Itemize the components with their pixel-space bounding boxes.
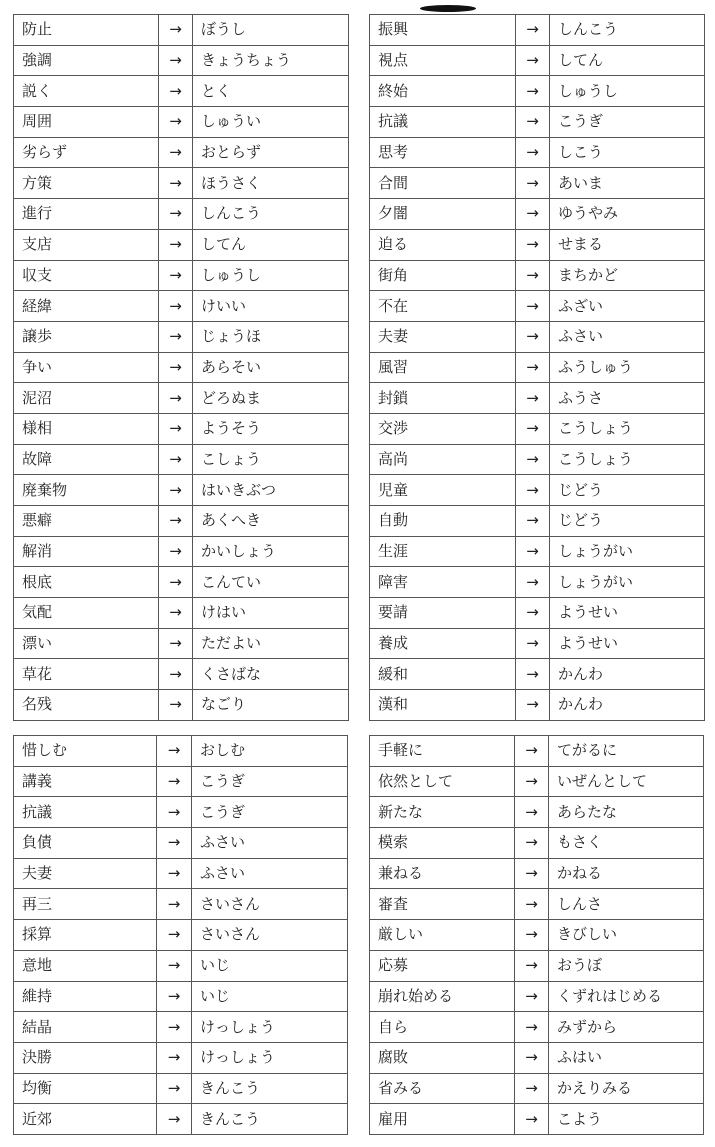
arrow-cell: → (159, 229, 193, 260)
arrow-cell: → (159, 137, 193, 168)
arrow-cell: → (157, 1012, 192, 1043)
reading-cell: しんさ (549, 889, 704, 920)
arrow-cell: → (516, 444, 550, 475)
arrow-cell: → (157, 889, 192, 920)
kanji-cell: 厳しい (370, 920, 515, 951)
vocab-table-bottom-right (369, 735, 704, 1135)
vocab-row (370, 628, 705, 659)
arrow-cell: → (516, 383, 550, 414)
kanji-cell: 漢和 (370, 690, 516, 721)
kanji-cell: 緩和 (370, 659, 516, 690)
kanji-cell: 解消 (14, 536, 159, 567)
vocab-row (370, 1073, 704, 1104)
vocab-row (14, 766, 348, 797)
kanji-cell: 合間 (370, 168, 516, 199)
vocab-row (14, 567, 349, 598)
arrow-cell: → (516, 628, 550, 659)
reading-cell: ふさい (550, 321, 705, 352)
kanji-cell: 児童 (370, 475, 516, 506)
vocab-row (14, 352, 349, 383)
reading-cell: さいさん (192, 889, 348, 920)
vocab-row (14, 413, 349, 444)
reading-cell: みずから (549, 1012, 704, 1043)
arrow-cell: → (159, 413, 193, 444)
kanji-cell: 崩れ始める (370, 981, 515, 1012)
arrow-cell: → (157, 736, 192, 767)
arrow-cell: → (159, 45, 193, 76)
reading-cell: ようせい (550, 628, 705, 659)
reading-cell: こよう (549, 1104, 704, 1135)
kanji-cell: 養成 (370, 628, 516, 659)
arrow-cell: → (157, 981, 192, 1012)
kanji-cell: 依然として (370, 766, 515, 797)
arrow-cell: → (157, 1073, 192, 1104)
kanji-cell: 夫妻 (370, 321, 516, 352)
arrow-cell: → (159, 598, 193, 629)
vocab-row (370, 858, 704, 889)
vocab-row (370, 321, 705, 352)
arrow-cell: → (515, 981, 549, 1012)
reading-cell: してん (550, 45, 705, 76)
kanji-cell: 新たな (370, 797, 515, 828)
arrow-cell: → (516, 352, 550, 383)
kanji-cell: 生涯 (370, 536, 516, 567)
arrow-cell: → (159, 260, 193, 291)
vocab-row (14, 1104, 348, 1135)
reading-cell: ほうさく (193, 168, 349, 199)
reading-cell: ふうしゅう (550, 352, 705, 383)
vocab-table-bottom-left (13, 735, 348, 1135)
kanji-cell: 視点 (370, 45, 516, 76)
kanji-cell: 振興 (370, 15, 516, 46)
reading-cell: しんこう (193, 199, 349, 230)
kanji-cell: 維持 (14, 981, 157, 1012)
vocab-row (370, 76, 705, 107)
kanji-cell: 進行 (14, 199, 159, 230)
reading-cell: こうしょう (550, 444, 705, 475)
kanji-cell: 講義 (14, 766, 157, 797)
vocab-row (14, 889, 348, 920)
vocab-row (14, 199, 349, 230)
vocab-row (370, 981, 704, 1012)
reading-cell: してん (193, 229, 349, 260)
reading-cell: こうしょう (550, 413, 705, 444)
vocab-row (14, 260, 349, 291)
vocab-row (370, 1012, 704, 1043)
arrow-cell: → (157, 1104, 192, 1135)
reading-cell: かいしょう (193, 536, 349, 567)
reading-cell: くずれはじめる (549, 981, 704, 1012)
arrow-cell: → (159, 107, 193, 138)
kanji-cell: 劣らず (14, 137, 159, 168)
arrow-cell: → (515, 766, 549, 797)
reading-cell: くさばな (193, 659, 349, 690)
kanji-cell: 不在 (370, 291, 516, 322)
reading-cell: さいさん (192, 920, 348, 951)
vocab-row (14, 920, 348, 951)
vocab-row (370, 199, 705, 230)
arrow-cell: → (516, 107, 550, 138)
kanji-cell: 採算 (14, 920, 157, 951)
vocab-row (370, 690, 705, 721)
arrow-cell: → (516, 291, 550, 322)
reading-cell: じょうほ (193, 321, 349, 352)
kanji-cell: 再三 (14, 889, 157, 920)
vocab-row (14, 168, 349, 199)
reading-cell: きょうちょう (193, 45, 349, 76)
kanji-cell: 気配 (14, 598, 159, 629)
vocab-row (14, 506, 349, 537)
reading-cell: こんてい (193, 567, 349, 598)
vocab-row (14, 107, 349, 138)
kanji-cell: 終始 (370, 76, 516, 107)
kanji-cell: 様相 (14, 413, 159, 444)
reading-cell: こうぎ (192, 766, 348, 797)
vocab-row (14, 536, 349, 567)
arrow-cell: → (159, 567, 193, 598)
arrow-cell: → (515, 858, 549, 889)
kanji-cell: 結晶 (14, 1012, 157, 1043)
reading-cell: あくへき (193, 506, 349, 537)
kanji-cell: 周囲 (14, 107, 159, 138)
reading-cell: ただよい (193, 628, 349, 659)
kanji-cell: 思考 (370, 137, 516, 168)
kanji-cell: 模索 (370, 828, 515, 859)
kanji-cell: 廃棄物 (14, 475, 159, 506)
kanji-cell: 草花 (14, 659, 159, 690)
vocab-row (14, 1073, 348, 1104)
arrow-cell: → (159, 444, 193, 475)
vocab-row (14, 444, 349, 475)
reading-cell: ふざい (550, 291, 705, 322)
arrow-cell: → (159, 659, 193, 690)
kanji-cell: 夫妻 (14, 858, 157, 889)
reading-cell: しゅうし (550, 76, 705, 107)
reading-cell: かんわ (550, 690, 705, 721)
kanji-cell: 収支 (14, 260, 159, 291)
kanji-cell: 悪癖 (14, 506, 159, 537)
reading-cell: とく (193, 76, 349, 107)
ink-smudge (420, 5, 476, 12)
arrow-cell: → (516, 598, 550, 629)
vocab-row (14, 45, 349, 76)
vocab-row (370, 736, 704, 767)
reading-cell: きんこう (192, 1073, 348, 1104)
reading-cell: あらそい (193, 352, 349, 383)
arrow-cell: → (516, 168, 550, 199)
kanji-cell: 腐敗 (370, 1042, 515, 1073)
vocab-row (370, 567, 705, 598)
kanji-cell: 自ら (370, 1012, 515, 1043)
vocab-row (370, 766, 704, 797)
reading-cell: けっしょう (192, 1042, 348, 1073)
arrow-cell: → (159, 628, 193, 659)
reading-cell: しょうがい (550, 567, 705, 598)
reading-cell: ふさい (192, 858, 348, 889)
vocab-row (14, 1042, 348, 1073)
reading-cell: おしむ (192, 736, 348, 767)
kanji-cell: 応募 (370, 950, 515, 981)
reading-cell: いじ (192, 950, 348, 981)
vocab-row (14, 797, 348, 828)
kanji-cell: 惜しむ (14, 736, 157, 767)
reading-cell: ふはい (549, 1042, 704, 1073)
reading-cell: なごり (193, 690, 349, 721)
kanji-cell: 方策 (14, 168, 159, 199)
vocab-row (14, 950, 348, 981)
arrow-cell: → (516, 690, 550, 721)
kanji-cell: 手軽に (370, 736, 515, 767)
reading-cell: けっしょう (192, 1012, 348, 1043)
vocab-row (14, 736, 348, 767)
vocab-row (14, 690, 349, 721)
reading-cell: ようせい (550, 598, 705, 629)
kanji-cell: 風習 (370, 352, 516, 383)
kanji-cell: 故障 (14, 444, 159, 475)
arrow-cell: → (516, 536, 550, 567)
vocab-row (370, 229, 705, 260)
kanji-cell: 根底 (14, 567, 159, 598)
vocab-table-top-left (13, 14, 349, 721)
kanji-cell: 防止 (14, 15, 159, 46)
arrow-cell: → (159, 15, 193, 46)
vocab-row (370, 889, 704, 920)
reading-cell: しょうがい (550, 536, 705, 567)
reading-cell: しんこう (550, 15, 705, 46)
reading-cell: こうぎ (192, 797, 348, 828)
arrow-cell: → (516, 413, 550, 444)
reading-cell: しゅうし (193, 260, 349, 291)
kanji-cell: 抗議 (14, 797, 157, 828)
arrow-cell: → (516, 321, 550, 352)
reading-cell: せまる (550, 229, 705, 260)
vocab-row (14, 137, 349, 168)
vocab-table-top-right (369, 14, 705, 721)
reading-cell: かねる (549, 858, 704, 889)
vocab-row (370, 15, 705, 46)
kanji-cell: 争い (14, 352, 159, 383)
arrow-cell: → (159, 383, 193, 414)
vocab-row (370, 260, 705, 291)
arrow-cell: → (159, 352, 193, 383)
kanji-cell: 決勝 (14, 1042, 157, 1073)
arrow-cell: → (159, 690, 193, 721)
arrow-cell: → (159, 506, 193, 537)
reading-cell: こうぎ (550, 107, 705, 138)
reading-cell: はいきぶつ (193, 475, 349, 506)
arrow-cell: → (515, 1104, 549, 1135)
arrow-cell: → (157, 920, 192, 951)
arrow-cell: → (159, 76, 193, 107)
vocab-row (370, 828, 704, 859)
reading-cell: じどう (550, 506, 705, 537)
kanji-cell: 強調 (14, 45, 159, 76)
arrow-cell: → (157, 828, 192, 859)
vocab-row (370, 950, 704, 981)
kanji-cell: 夕闇 (370, 199, 516, 230)
kanji-cell: 名残 (14, 690, 159, 721)
vocab-row (14, 659, 349, 690)
kanji-cell: 兼ねる (370, 858, 515, 889)
reading-cell: おうぼ (549, 950, 704, 981)
reading-cell: あらたな (549, 797, 704, 828)
kanji-cell: 均衡 (14, 1073, 157, 1104)
reading-cell: ふうさ (550, 383, 705, 414)
reading-cell: けいい (193, 291, 349, 322)
reading-cell: じどう (550, 475, 705, 506)
vocab-row (370, 291, 705, 322)
vocab-row (370, 352, 705, 383)
reading-cell: ゆうやみ (550, 199, 705, 230)
kanji-cell: 近郊 (14, 1104, 157, 1135)
reading-cell: きんこう (192, 1104, 348, 1135)
kanji-cell: 審査 (370, 889, 515, 920)
reading-cell: けはい (193, 598, 349, 629)
arrow-cell: → (159, 199, 193, 230)
reading-cell: しゅうい (193, 107, 349, 138)
arrow-cell: → (516, 475, 550, 506)
vocab-row (14, 598, 349, 629)
vocab-row (14, 475, 349, 506)
arrow-cell: → (516, 659, 550, 690)
arrow-cell: → (516, 76, 550, 107)
arrow-cell: → (515, 828, 549, 859)
reading-cell: かんわ (550, 659, 705, 690)
vocab-row (370, 1104, 704, 1135)
kanji-cell: 交渉 (370, 413, 516, 444)
vocab-row (14, 981, 348, 1012)
reading-cell: かえりみる (549, 1073, 704, 1104)
vocab-row (14, 1012, 348, 1043)
arrow-cell: → (159, 291, 193, 322)
arrow-cell: → (159, 475, 193, 506)
kanji-cell: 封鎖 (370, 383, 516, 414)
arrow-cell: → (515, 950, 549, 981)
arrow-cell: → (157, 858, 192, 889)
vocab-row (370, 444, 705, 475)
vocab-row (370, 598, 705, 629)
kanji-cell: 迫る (370, 229, 516, 260)
vocab-row (370, 797, 704, 828)
kanji-cell: 障害 (370, 567, 516, 598)
reading-cell: てがるに (549, 736, 704, 767)
vocab-row (14, 858, 348, 889)
arrow-cell: → (159, 536, 193, 567)
arrow-cell: → (516, 260, 550, 291)
arrow-cell: → (157, 766, 192, 797)
kanji-cell: 高尚 (370, 444, 516, 475)
kanji-cell: 意地 (14, 950, 157, 981)
arrow-cell: → (515, 797, 549, 828)
kanji-cell: 漂い (14, 628, 159, 659)
arrow-cell: → (516, 45, 550, 76)
arrow-cell: → (515, 1012, 549, 1043)
arrow-cell: → (516, 567, 550, 598)
vocab-row (14, 828, 348, 859)
arrow-cell: → (515, 920, 549, 951)
kanji-cell: 抗議 (370, 107, 516, 138)
kanji-cell: 街角 (370, 260, 516, 291)
arrow-cell: → (159, 321, 193, 352)
arrow-cell: → (516, 15, 550, 46)
reading-cell: ぼうし (193, 15, 349, 46)
arrow-cell: → (516, 137, 550, 168)
kanji-cell: 支店 (14, 229, 159, 260)
vocab-row (370, 920, 704, 951)
arrow-cell: → (516, 229, 550, 260)
vocab-row (14, 15, 349, 46)
reading-cell: きびしい (549, 920, 704, 951)
vocab-row (370, 1042, 704, 1073)
arrow-cell: → (515, 889, 549, 920)
vocab-row (14, 229, 349, 260)
kanji-cell: 省みる (370, 1073, 515, 1104)
kanji-cell: 泥沼 (14, 383, 159, 414)
arrow-cell: → (157, 797, 192, 828)
arrow-cell: → (515, 1042, 549, 1073)
kanji-cell: 経緯 (14, 291, 159, 322)
vocab-row (14, 291, 349, 322)
reading-cell: どろぬま (193, 383, 349, 414)
reading-cell: まちかど (550, 260, 705, 291)
vocab-row (370, 506, 705, 537)
vocab-row (370, 536, 705, 567)
vocab-row (370, 383, 705, 414)
reading-cell: ようそう (193, 413, 349, 444)
kanji-cell: 譲歩 (14, 321, 159, 352)
arrow-cell: → (515, 736, 549, 767)
reading-cell: こしょう (193, 444, 349, 475)
vocab-row (370, 45, 705, 76)
reading-cell: おとらず (193, 137, 349, 168)
reading-cell: しこう (550, 137, 705, 168)
vocab-row (370, 137, 705, 168)
arrow-cell: → (157, 1042, 192, 1073)
vocab-row (370, 475, 705, 506)
vocab-row (370, 107, 705, 138)
kanji-cell: 要請 (370, 598, 516, 629)
reading-cell: あいま (550, 168, 705, 199)
vocab-row (14, 76, 349, 107)
kanji-cell: 説く (14, 76, 159, 107)
reading-cell: いじ (192, 981, 348, 1012)
arrow-cell: → (515, 1073, 549, 1104)
arrow-cell: → (159, 168, 193, 199)
reading-cell: ふさい (192, 828, 348, 859)
reading-cell: もさく (549, 828, 704, 859)
vocab-row (370, 168, 705, 199)
arrow-cell: → (516, 199, 550, 230)
vocab-row (370, 659, 705, 690)
vocab-row (14, 383, 349, 414)
arrow-cell: → (516, 506, 550, 537)
kanji-cell: 雇用 (370, 1104, 515, 1135)
vocab-row (14, 321, 349, 352)
kanji-cell: 自動 (370, 506, 516, 537)
reading-cell: いぜんとして (549, 766, 704, 797)
vocab-row (370, 413, 705, 444)
vocab-row (14, 628, 349, 659)
arrow-cell: → (157, 950, 192, 981)
kanji-cell: 負債 (14, 828, 157, 859)
